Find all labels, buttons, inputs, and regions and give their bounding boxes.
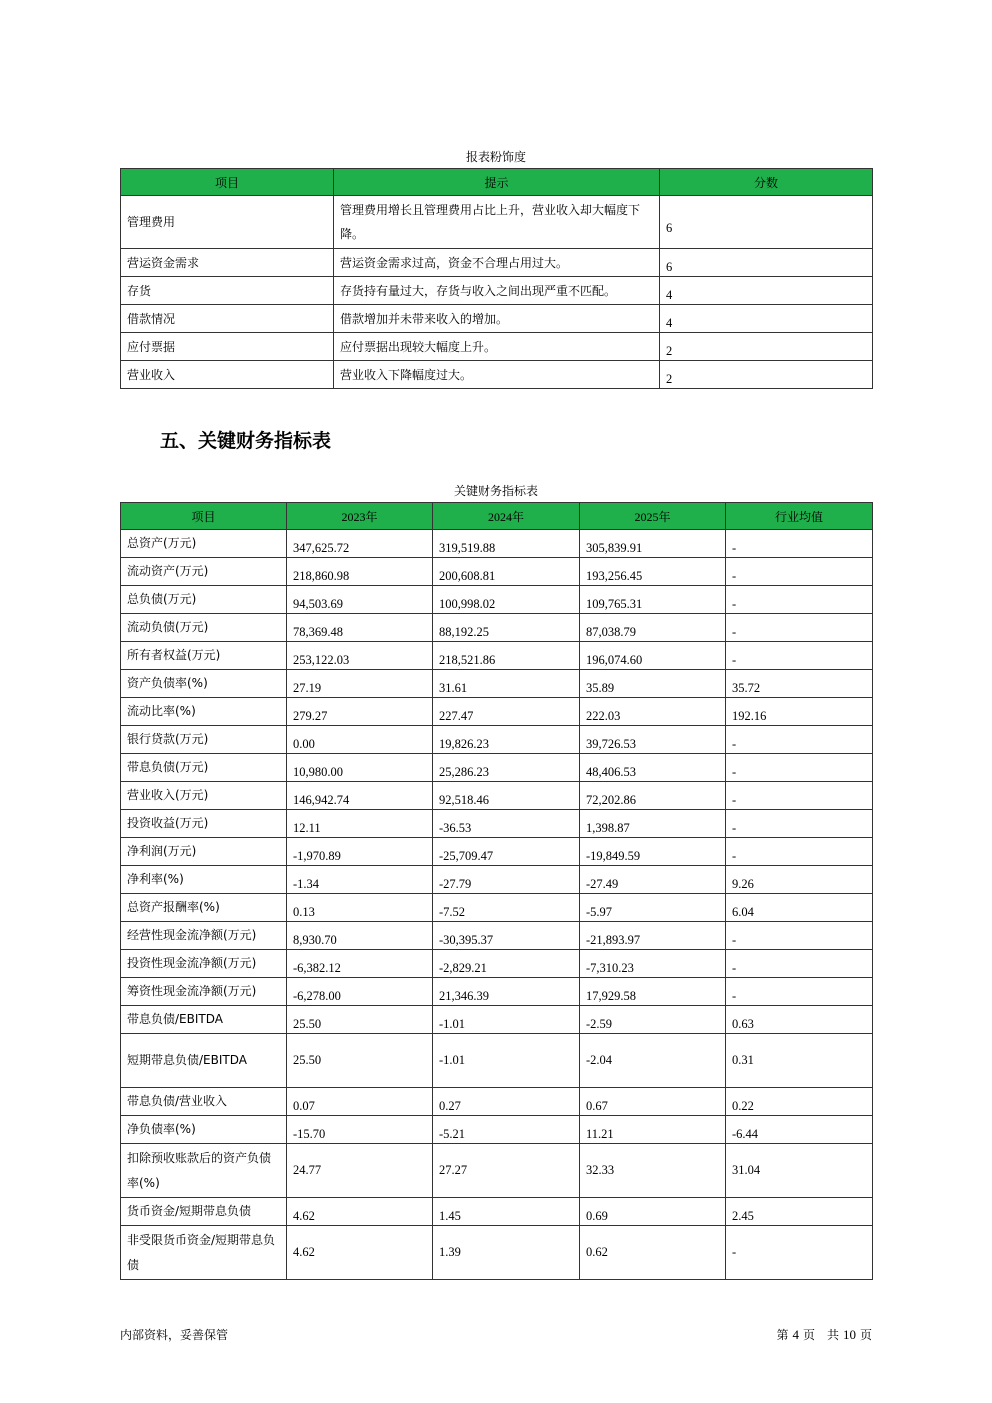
- value-industry-average: -: [726, 950, 873, 978]
- header-2023: 2023年: [287, 503, 433, 530]
- value-2025: -5.97: [580, 894, 726, 922]
- value-2025: -2.59: [580, 1006, 726, 1034]
- value-2025: -19,849.59: [580, 838, 726, 866]
- table-row: [121, 1198, 873, 1226]
- value-industry-average: 35.72: [726, 670, 873, 698]
- page-prefix: 第: [776, 1328, 789, 1342]
- value-2024: 31.61: [433, 670, 580, 698]
- value-industry-average: -: [726, 922, 873, 950]
- value-2024: -1.01: [433, 1006, 580, 1034]
- value-2024: 200,608.81: [433, 558, 580, 586]
- row-item: 流动资产(万元): [121, 558, 287, 586]
- value-industry-average: 0.63: [726, 1006, 873, 1034]
- value-2023: -6,382.12: [287, 950, 433, 978]
- table-row: [121, 642, 873, 670]
- row-item: 投资性现金流净额(万元): [121, 950, 287, 978]
- row-item: 总资产(万元): [121, 530, 287, 558]
- table-row: [121, 894, 873, 922]
- value-2023: 78,369.48: [287, 614, 433, 642]
- table-row: [121, 810, 873, 838]
- value-2024: 27.27: [433, 1144, 580, 1198]
- value-industry-average: -: [726, 1226, 873, 1280]
- table-row: [121, 670, 873, 698]
- row-item: 经营性现金流净额(万元): [121, 922, 287, 950]
- value-2024: 21,346.39: [433, 978, 580, 1006]
- value-2023: 27.19: [287, 670, 433, 698]
- table-row: [121, 305, 873, 333]
- value-2025: 17,929.58: [580, 978, 726, 1006]
- value-2024: 1.45: [433, 1198, 580, 1226]
- row-item: 应付票据: [121, 333, 334, 361]
- row-item: 所有者权益(万元): [121, 642, 287, 670]
- value-industry-average: 0.22: [726, 1088, 873, 1116]
- row-item: 资产负债率(%): [121, 670, 287, 698]
- value-2025: 11.21: [580, 1116, 726, 1144]
- value-2023: -1.34: [287, 866, 433, 894]
- value-2023: -6,278.00: [287, 978, 433, 1006]
- table-row: [121, 726, 873, 754]
- row-item: 银行贷款(万元): [121, 726, 287, 754]
- row-hint: 存货持有量过大，存货与收入之间出现严重不匹配。: [334, 277, 660, 305]
- table-row: [121, 558, 873, 586]
- row-item: 短期带息负债/EBITDA: [121, 1034, 287, 1088]
- value-2023: 4.62: [287, 1226, 433, 1280]
- row-item: 存货: [121, 277, 334, 305]
- value-2023: 218,860.98: [287, 558, 433, 586]
- value-2025: 222.03: [580, 698, 726, 726]
- value-2025: -2.04: [580, 1034, 726, 1088]
- value-2024: -1.01: [433, 1034, 580, 1088]
- row-hint: 营业收入下降幅度过大。: [334, 361, 660, 389]
- row-score: 4: [660, 305, 873, 333]
- value-industry-average: 6.04: [726, 894, 873, 922]
- table-row: [121, 361, 873, 389]
- row-item: 扣除预收账款后的资产负债率(%): [121, 1144, 287, 1198]
- value-industry-average: -: [726, 810, 873, 838]
- value-2023: -1,970.89: [287, 838, 433, 866]
- header-item: 项目: [121, 503, 287, 530]
- table-row: [121, 922, 873, 950]
- value-2025: 48,406.53: [580, 754, 726, 782]
- row-score: 2: [660, 333, 873, 361]
- value-2023: 0.13: [287, 894, 433, 922]
- value-2025: -21,893.97: [580, 922, 726, 950]
- table-row: [121, 698, 873, 726]
- value-industry-average: -: [726, 614, 873, 642]
- table-row: [121, 614, 873, 642]
- table-row: [121, 978, 873, 1006]
- row-item: 净负债率(%): [121, 1116, 287, 1144]
- value-2024: -30,395.37: [433, 922, 580, 950]
- value-2023: 94,503.69: [287, 586, 433, 614]
- row-item: 非受限货币资金/短期带息负债: [121, 1226, 287, 1280]
- value-2024: 0.27: [433, 1088, 580, 1116]
- table-row: [121, 586, 873, 614]
- table2-caption: 关键财务指标表: [453, 484, 538, 498]
- row-score: 6: [660, 196, 873, 249]
- footer-page-number: [776, 1326, 872, 1343]
- row-item: 筹资性现金流净额(万元): [121, 978, 287, 1006]
- value-2025: 0.69: [580, 1198, 726, 1226]
- value-2024: -2,829.21: [433, 950, 580, 978]
- value-2024: -36.53: [433, 810, 580, 838]
- header-item: 项目: [121, 169, 334, 196]
- value-2023: 146,942.74: [287, 782, 433, 810]
- value-industry-average: -: [726, 754, 873, 782]
- table-row: [121, 838, 873, 866]
- table-row: [121, 866, 873, 894]
- value-2023: 8,930.70: [287, 922, 433, 950]
- table-row: [121, 950, 873, 978]
- value-industry-average: -: [726, 978, 873, 1006]
- row-item: 带息负债/营业收入: [121, 1088, 287, 1116]
- row-item: 净利润(万元): [121, 838, 287, 866]
- row-item: 带息负债(万元): [121, 754, 287, 782]
- page-current: 4: [792, 1327, 799, 1342]
- table-row: [121, 1144, 873, 1198]
- header-hint: 提示: [334, 169, 660, 196]
- table-header-row: [121, 169, 873, 196]
- row-score: 2: [660, 361, 873, 389]
- value-2024: -7.52: [433, 894, 580, 922]
- table-row: [121, 1088, 873, 1116]
- value-2025: 87,038.79: [580, 614, 726, 642]
- value-2024: 92,518.46: [433, 782, 580, 810]
- report-whitewash-table: [120, 168, 873, 389]
- table-row: [121, 277, 873, 305]
- row-item: 借款情况: [121, 305, 334, 333]
- value-2024: -27.79: [433, 866, 580, 894]
- value-2024: -25,709.47: [433, 838, 580, 866]
- header-2024: 2024年: [433, 503, 580, 530]
- row-hint: 应付票据出现较大幅度上升。: [334, 333, 660, 361]
- value-industry-average: -: [726, 558, 873, 586]
- value-2025: 196,074.60: [580, 642, 726, 670]
- table-row: [121, 754, 873, 782]
- page-suffix: 页: [859, 1328, 872, 1342]
- value-2023: -15.70: [287, 1116, 433, 1144]
- row-item: 营业收入(万元): [121, 782, 287, 810]
- value-2024: -5.21: [433, 1116, 580, 1144]
- value-industry-average: -6.44: [726, 1116, 873, 1144]
- section-title: 五、关键财务指标表: [160, 430, 332, 452]
- value-2025: 39,726.53: [580, 726, 726, 754]
- value-2025: 35.89: [580, 670, 726, 698]
- row-item: 货币资金/短期带息负债: [121, 1198, 287, 1226]
- value-2023: 253,122.03: [287, 642, 433, 670]
- value-industry-average: -: [726, 782, 873, 810]
- value-2023: 0.00: [287, 726, 433, 754]
- row-hint: 管理费用增长且管理费用占比上升，营业收入却大幅度下降。: [334, 196, 660, 249]
- key-financial-indicators-table: [120, 502, 873, 1280]
- row-hint: 营运资金需求过高，资金不合理占用过大。: [334, 249, 660, 277]
- value-industry-average: -: [726, 838, 873, 866]
- value-2023: 0.07: [287, 1088, 433, 1116]
- value-2025: 32.33: [580, 1144, 726, 1198]
- value-2024: 319,519.88: [433, 530, 580, 558]
- value-industry-average: 31.04: [726, 1144, 873, 1198]
- row-item: 净利率(%): [121, 866, 287, 894]
- value-2025: 109,765.31: [580, 586, 726, 614]
- header-score: 分数: [660, 169, 873, 196]
- table-row: [121, 1034, 873, 1088]
- value-2023: 347,625.72: [287, 530, 433, 558]
- table-row: [121, 782, 873, 810]
- value-2024: 218,521.86: [433, 642, 580, 670]
- table-row: [121, 196, 873, 249]
- value-2023: 4.62: [287, 1198, 433, 1226]
- value-industry-average: 2.45: [726, 1198, 873, 1226]
- value-2023: 10,980.00: [287, 754, 433, 782]
- row-item: 营业收入: [121, 361, 334, 389]
- table1-caption: 报表粉饰度: [465, 150, 526, 164]
- value-2023: 25.50: [287, 1034, 433, 1088]
- value-2024: 100,998.02: [433, 586, 580, 614]
- row-item: 投资收益(万元): [121, 810, 287, 838]
- value-2025: 1,398.87: [580, 810, 726, 838]
- value-2023: 24.77: [287, 1144, 433, 1198]
- value-2024: 19,826.23: [433, 726, 580, 754]
- row-item: 总负债(万元): [121, 586, 287, 614]
- row-item: 流动负债(万元): [121, 614, 287, 642]
- row-score: 4: [660, 277, 873, 305]
- value-industry-average: -: [726, 642, 873, 670]
- table-row: [121, 1226, 873, 1280]
- row-item: 营运资金需求: [121, 249, 334, 277]
- value-industry-average: -: [726, 530, 873, 558]
- row-hint: 借款增加并未带来收入的增加。: [334, 305, 660, 333]
- value-industry-average: 192.16: [726, 698, 873, 726]
- footer-confidential-note: 内部资料，妥善保管: [120, 1328, 229, 1342]
- value-2023: 12.11: [287, 810, 433, 838]
- value-2024: 1.39: [433, 1226, 580, 1280]
- row-score: 6: [660, 249, 873, 277]
- header-2025: 2025年: [580, 503, 726, 530]
- page-total: 10: [842, 1327, 856, 1342]
- table-row: [121, 1006, 873, 1034]
- value-2025: 193,256.45: [580, 558, 726, 586]
- value-2024: 88,192.25: [433, 614, 580, 642]
- value-2023: 25.50: [287, 1006, 433, 1034]
- value-2025: 72,202.86: [580, 782, 726, 810]
- table-row: [121, 1116, 873, 1144]
- table-header-row: [121, 503, 873, 530]
- value-industry-average: 9.26: [726, 866, 873, 894]
- row-item: 管理费用: [121, 196, 334, 249]
- row-item: 总资产报酬率(%): [121, 894, 287, 922]
- value-industry-average: 0.31: [726, 1034, 873, 1088]
- value-2025: 0.67: [580, 1088, 726, 1116]
- value-industry-average: -: [726, 586, 873, 614]
- row-item: 带息负债/EBITDA: [121, 1006, 287, 1034]
- row-item: 流动比率(%): [121, 698, 287, 726]
- value-2025: 0.62: [580, 1226, 726, 1280]
- page-mid: 页 共: [802, 1328, 839, 1342]
- value-2025: -7,310.23: [580, 950, 726, 978]
- value-2025: 305,839.91: [580, 530, 726, 558]
- table-row: [121, 333, 873, 361]
- table-row: [121, 530, 873, 558]
- value-2025: -27.49: [580, 866, 726, 894]
- value-2024: 227.47: [433, 698, 580, 726]
- header-industry-average: 行业均值: [726, 503, 873, 530]
- value-industry-average: -: [726, 726, 873, 754]
- value-2024: 25,286.23: [433, 754, 580, 782]
- value-2023: 279.27: [287, 698, 433, 726]
- table-row: [121, 249, 873, 277]
